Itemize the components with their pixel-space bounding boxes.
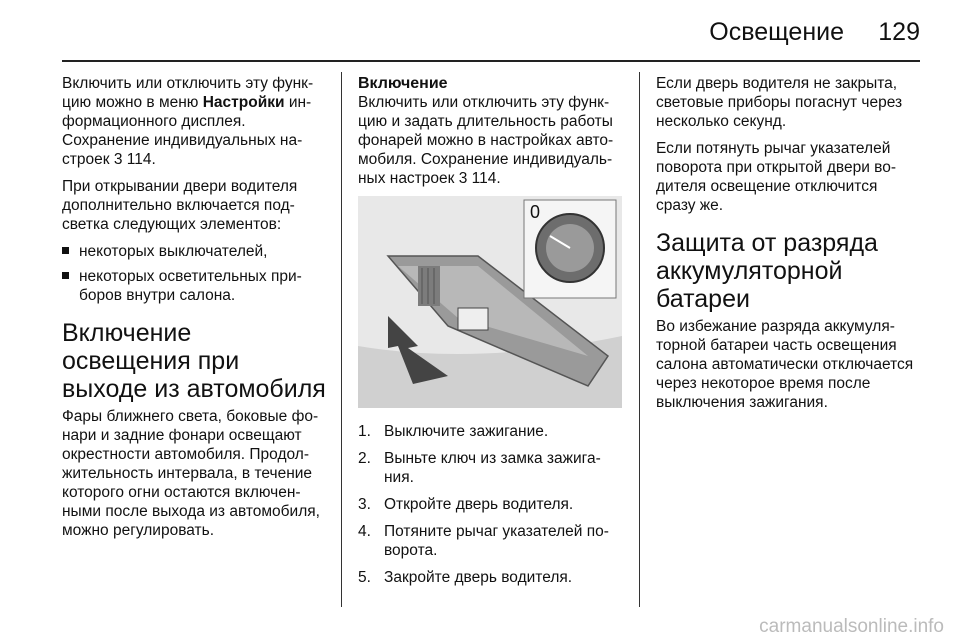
section-heading: Включение освещения при выходе из автомобиля <box>62 319 326 403</box>
bullet-list <box>62 242 326 305</box>
page-reference: 3 114. <box>113 151 156 168</box>
column-divider <box>639 72 640 607</box>
paragraph: При открывании двери водителя дополнительно включается подсветка следующих элементов: <box>62 178 298 233</box>
menu-name: Настройки <box>202 94 285 111</box>
list-item: 1. Выключите зажигание. <box>358 423 549 440</box>
section-heading: Защита от разряда аккумуляторной батареи <box>656 229 878 313</box>
subsection-heading: Включение <box>358 75 448 92</box>
list-item: 5. Закройте дверь водителя. <box>358 569 573 586</box>
section-title: Освещение <box>709 18 844 46</box>
lever-illustration <box>358 196 622 408</box>
list-item: 3. Откройте дверь водителя. <box>358 496 574 513</box>
page-number: 129 <box>878 18 920 46</box>
column-divider <box>341 72 342 607</box>
list-item: некоторых осветительных приборов внутри салона. <box>62 267 326 305</box>
watermark: carmanualsonline.info <box>759 616 944 637</box>
paragraph: Фары ближнего света, боковые фонари и задние фонари освещают окрестности автомобиля. Продолжительность интервала, в течение которого огни остаются включенными после выхода из автомобиля, можно регулировать. <box>62 408 320 539</box>
paragraph: Во избежание разряда аккумуляторной батареи часть освещения салона автоматически отключается через некоторое время после выключения зажигания. <box>656 318 914 411</box>
paragraph: Включить или отключить эту функцию и задать длительность работы фонарей можно в настройках автомобиля. Сохранение индивидуальных настроек 3 114. <box>358 94 614 187</box>
column-2 <box>358 74 622 595</box>
page-reference: 3 114. <box>458 170 501 187</box>
list-item: 2. Выньте ключ из замка зажигания. <box>358 450 601 486</box>
paragraph: Если дверь водителя не закрыта, световые приборы погаснут через несколько секунд. <box>656 75 903 130</box>
turn-signal-lever-image <box>358 196 622 408</box>
steps-list <box>358 422 622 587</box>
bullet-icon <box>62 247 69 254</box>
column-1 <box>62 74 326 548</box>
page-header <box>62 0 920 62</box>
figure-label: 0 <box>530 202 541 222</box>
list-item: 4. Потяните рычаг указателей поворота. <box>358 523 609 559</box>
list-item: некоторых выключателей, <box>62 242 326 261</box>
bullet-icon <box>62 272 69 279</box>
paragraph: Включить или отключить эту функцию можно в меню Настройки информационного дисплея. Сохранение индивидуальных настроек 3 114. <box>62 75 314 168</box>
paragraph: Если потянуть рычаг указателей поворота при открытой двери водителя освещение отключится сразу же. <box>656 140 897 214</box>
column-3 <box>656 74 920 420</box>
